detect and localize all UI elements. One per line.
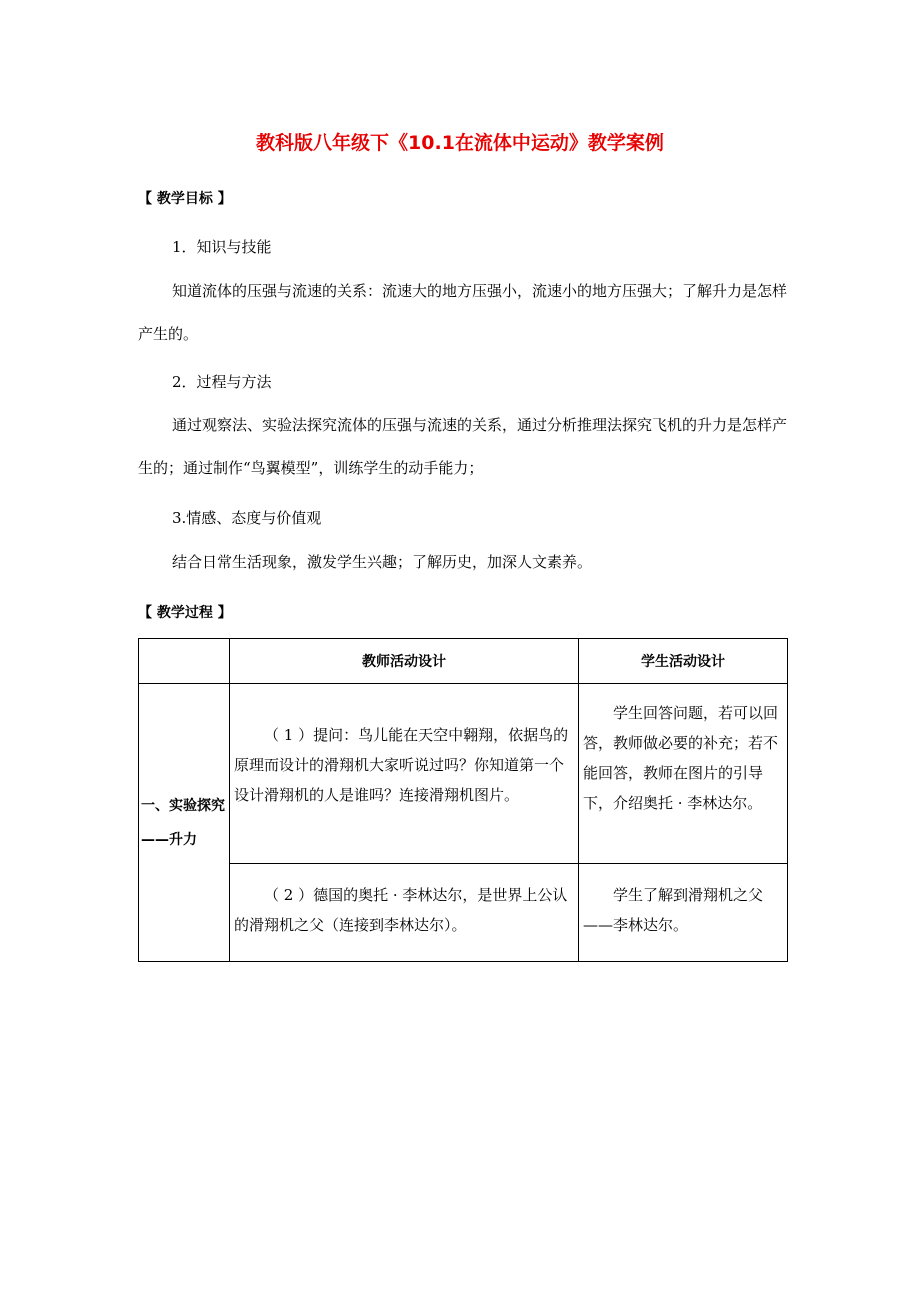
teacher-activity-1: [230, 684, 578, 820]
student-activity-1: [579, 684, 787, 828]
process-heading: 【 教学过程 】: [138, 605, 232, 621]
stage-label: 一、实验探究——升力: [139, 684, 230, 962]
table-header-row: [139, 639, 788, 684]
objectives-heading: 【 教学目标 】: [138, 191, 232, 207]
header-student-activity: 学生活动设计: [579, 639, 788, 684]
student-activity-2-text: 学生了解到滑翔机之父——李林达尔。: [583, 886, 764, 934]
teacher-activity-cell: [230, 684, 579, 864]
table-row: [139, 684, 788, 864]
objective-2-text: 通过观察法、实验法探究流体的压强与流速的关系，通过分析推理法探究飞机的升力是怎样产生的；通过制作“鸟翼模型”，训练学生的动手能力；: [138, 416, 788, 477]
table-row: [139, 864, 788, 962]
objective-3-text: 结合日常生活现象，激发学生兴趣；了解历史，加深人文素养。: [172, 553, 593, 571]
objective-2-label: 2．过程与方法: [172, 373, 272, 391]
student-activity-1-text: 学生回答问题，若可以回答，教师做必要的补充；若不能回答，教师在图片的引导下，介绍奥托 · 李林达尔。: [583, 704, 779, 812]
objective-1-text: 知道流体的压强与流速的关系：流速大的地方压强小，流速小的地方压强大；了解升力是怎样产生的。: [138, 282, 788, 343]
objective-3-label: 3.情感、态度与价值观: [172, 509, 322, 527]
objective-1-label: 1．知识与技能: [172, 238, 272, 256]
student-activity-cell: [579, 684, 788, 864]
student-activity-2: [579, 864, 787, 950]
teacher-activity-1-text: （ 1 ）提问：鸟儿能在天空中翱翔，依据鸟的原理而设计的滑翔机大家听说过吗？你知道第一个设计滑翔机的人是谁吗？连接滑翔机图片。: [234, 726, 569, 804]
teacher-activity-2: [230, 864, 578, 950]
teacher-activity-cell: [230, 864, 579, 962]
document-title: 教科版八年级下《10.1在流体中运动》教学案例: [256, 132, 664, 154]
header-stage: [139, 639, 230, 684]
student-activity-cell: [579, 864, 788, 962]
process-table: [138, 638, 788, 962]
teacher-activity-2-text: （ 2 ）德国的奥托 · 李林达尔，是世界上公认的滑翔机之父（连接到李林达尔）。: [234, 886, 568, 934]
header-teacher-activity: 教师活动设计: [230, 639, 579, 684]
